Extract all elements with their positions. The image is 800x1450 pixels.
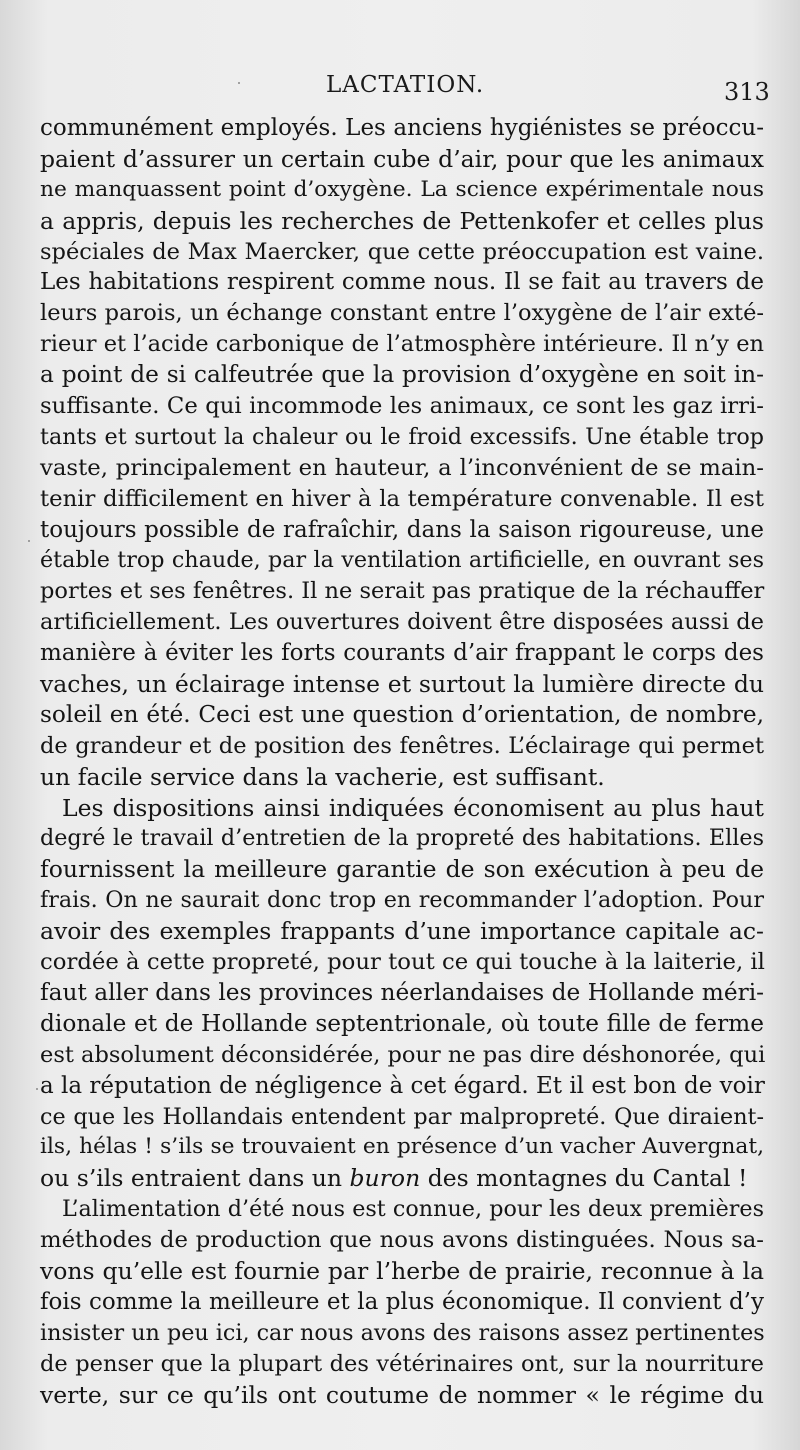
text-line: avoir des exemples frappants d’une importance capitale ac-: [40, 917, 764, 946]
text-line: portes et ses fenêtres. Il ne serait pas pratique de la réchauffer: [40, 578, 765, 605]
page-number: 313: [724, 78, 770, 106]
text-line: spéciales de Max Maercker, que cette préoccupation est vaine.: [40, 238, 764, 265]
text-line: ils, hélas ! s’ils se trouvaient en présence d’un vacher Auvergnat,: [40, 1134, 764, 1160]
paragraph-start-line: L’alimentation d’été nous est connue, pour les deux premières: [62, 1196, 764, 1223]
text-line: vaches, un éclairage intense et surtout la lumière directe du: [40, 670, 764, 699]
text-line: vons qu’elle est fournie par l’herbe de prairie, reconnue à la: [40, 1256, 764, 1285]
text-line: est absolument déconsidérée, pour ne pas dire déshonorée, qui: [40, 1041, 766, 1068]
text-line: rieur et l’acide carbonique de l’atmosphère intérieure. Il n’y en: [40, 331, 764, 358]
text-line: a la réputation de négligence à cet égard. Et il est bon de voir: [40, 1072, 765, 1099]
text-line: paient d’assurer un certain cube d’air, pour que les animaux: [40, 144, 764, 173]
running-title: LACTATION.: [326, 72, 485, 98]
text-line: vaste, principalement en hauteur, a l’inconvénient de se main-: [40, 454, 764, 481]
paper-speck: [238, 82, 240, 84]
text-line: suffisante. Ce qui incommode les animaux, ce sont les gaz irri-: [40, 393, 764, 420]
text-line: degré le travail d’entretien de la propreté des habitations. Elles: [40, 825, 764, 852]
text-line: artificiellement. Les ouvertures doivent être disposées aussi de: [40, 609, 764, 636]
text-line: manière à éviter les forts courants d’air frappant le corps des: [40, 640, 764, 667]
paper-speck: [36, 1088, 38, 1090]
text-line: fois comme la meilleure et la plus économique. Il convient d’y: [40, 1288, 764, 1315]
text-line: toujours possible de rafraîchir, dans la saison rigoureuse, une: [40, 516, 764, 543]
text-line: méthodes de production que nous avons distinguées. Nous sa-: [40, 1227, 764, 1254]
text-line: étable trop chaude, par la ventilation artificielle, en ouvrant ses: [40, 547, 764, 574]
text-line: de grandeur et de position des fenêtres. L’éclairage qui permet: [40, 732, 764, 759]
text-line: tants et surtout la chaleur ou le froid excessifs. Une étable trop: [40, 423, 764, 450]
text-line: de penser que la plupart des vétérinaires ont, sur la nourriture: [40, 1350, 764, 1377]
text-line: frais. On ne saurait donc trop en recommander l’adoption. Pour: [40, 887, 764, 914]
text-line: communément employés. Les anciens hygiénistes se préoccu-: [40, 115, 764, 141]
paper-speck: [28, 540, 30, 542]
text-line: cordée à cette propreté, pour tout ce qui touche à la laiterie, il: [40, 949, 765, 976]
italic-word: buron: [349, 1164, 421, 1193]
text-line: ce que les Hollandais entendent par malpropreté. Que diraient-: [40, 1103, 764, 1130]
text-line: insister un peu ici, car nous avons des raisons assez pertinentes: [40, 1319, 765, 1346]
page-header: [0, 68, 800, 108]
paragraph-end-line: un facile service dans la vacherie, est suffisant.: [40, 762, 605, 791]
text-line: verte, sur ce qu’ils ont coutume de nommer « le régime du: [40, 1380, 764, 1409]
text-line: a point de si calfeutrée que la provision d’oxygène en soit in-: [40, 361, 764, 389]
text-line: soleil en été. Ceci est une question d’orientation, de nombre,: [40, 700, 764, 728]
body-text: [40, 113, 764, 1410]
text-line: ne manquassent point d’oxygène. La science expérimentale nous: [40, 176, 764, 202]
text-line: faut aller dans les provinces néerlandaises de Hollande méri-: [40, 978, 764, 1006]
text-line: leurs parois, un échange constant entre l’oxygène de l’air exté-: [40, 300, 764, 327]
paragraph-start-line: Les dispositions ainsi indiquées économisent au plus haut: [62, 793, 764, 822]
text-line: dionale et de Hollande septentrionale, où toute fille de ferme: [40, 1009, 764, 1037]
text-line: a appris, depuis les recherches de Pettenkofer et celles plus: [40, 206, 764, 235]
text-line: tenir difficilement en hiver à la température convenable. Il est: [40, 485, 764, 512]
text-line: fournissent la meilleure garantie de son exécution à peu de: [40, 855, 764, 884]
paragraph-end-line: ou s’ils entraient dans un buron des montagnes du Cantal !: [40, 1164, 748, 1193]
text-line: Les habitations respirent comme nous. Il se fait au travers de: [40, 269, 764, 296]
